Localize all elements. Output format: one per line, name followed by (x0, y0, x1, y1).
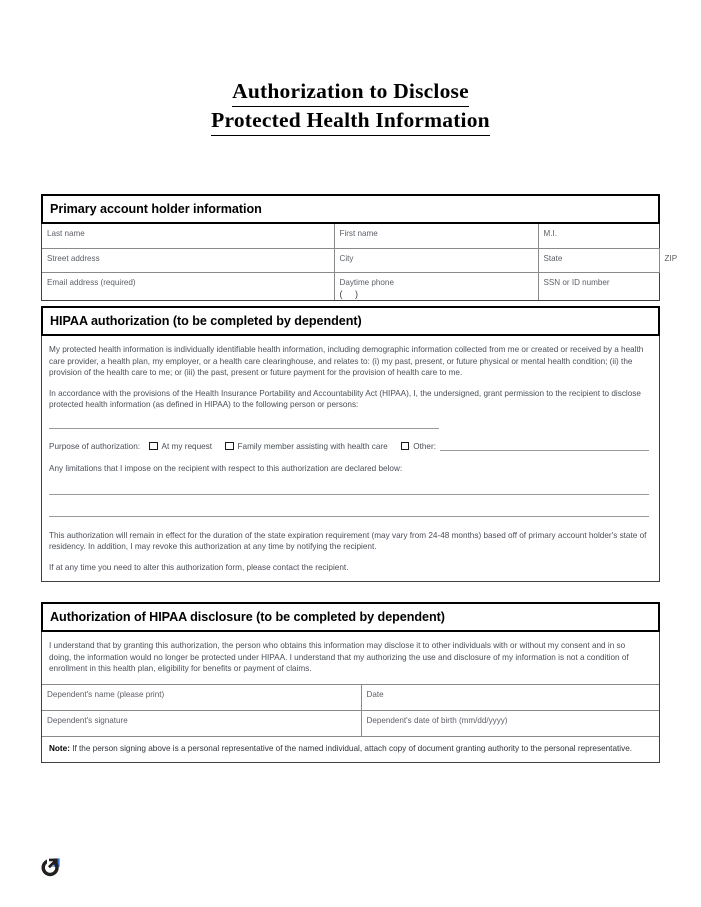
field-daytime-phone[interactable]: Daytime phone ( ) (334, 272, 538, 300)
section-hipaa-body (41, 336, 660, 582)
field-dependent-signature[interactable]: Dependent's signature (42, 710, 361, 736)
checkbox-other[interactable] (401, 442, 410, 451)
hipaa-paragraph-3: This authorization will remain in effect for the duration of the state expiration requirement (may vary from 24-48 months) based off of primary account holder's state of residency. In addition, I may revoke this authorization at any time by notifying the recipient. (49, 530, 647, 552)
field-city[interactable]: City (334, 248, 538, 272)
hipaa-paragraph-2: In accordance with the provisions of the Health Insurance Portability and Accountability Act (HIPAA), I, the undersigned, grant permission to the recipient to disclose protected health information (as defined in HIPAA) to the following person or persons: (49, 388, 641, 410)
note-label: Note: (49, 744, 70, 754)
checkbox-at-my-request[interactable] (149, 442, 158, 451)
field-state[interactable]: State (538, 248, 659, 272)
limitations-label: Any limitations that I impose on the recipient with respect to this authorization are declared below: (49, 463, 403, 473)
checkbox-label-other: Other: (413, 441, 436, 451)
purpose-label: Purpose of authorization: (49, 441, 141, 451)
disclosure-paragraph-1: I understand that by granting this authorization, the person who obtains this information may disclose it to other individuals with or without my consent and in so doing, the information would no longer be protected under HIPAA. I understand that my authorizing the use and disclosure of my information is not a condition of enrollment in this health plan, eligibility for benefits or payment of claims. (49, 641, 629, 674)
note-text: If the person signing above is a personal representative of the named individual, attach copy of document granting authority to the personal representative. (69, 744, 633, 754)
section-disclosure-header: Authorization of HIPAA disclosure (to be completed by dependent) (41, 602, 660, 632)
table-row (42, 684, 659, 710)
purpose-of-authorization-row (42, 442, 659, 451)
hipaa-paragraph-1: My protected health information is individually identifiable health information, including demographic information collected from me or created or received by a health care provider, a health plan, my employer, or a health care clearinghouse, and relates to: (i) my past, present, or future physical or mental health condition; (ii) the provision of the health care to me; or (iii) the past, present or future payment for the provision of health care to me. (49, 345, 644, 378)
checkbox-label-family-member: Family member assisting with health care (237, 441, 388, 451)
checkbox-label-at-my-request: At my request (161, 441, 213, 451)
field-middle-initial[interactable]: M.I. (538, 224, 659, 248)
phone-parentheses: ( ) (339, 288, 363, 299)
section-hipaa-authorization (41, 306, 660, 582)
external-link-circle-logo (38, 856, 62, 880)
representative-note (42, 736, 659, 762)
field-first-name[interactable]: First name (334, 224, 538, 248)
table-row: Street address City State ZIP (42, 248, 659, 272)
table-row (42, 272, 659, 300)
table-row (42, 224, 659, 248)
page-title (0, 78, 701, 136)
dependent-signature-table (42, 684, 659, 737)
page-title-line-2: Protected Health Information (211, 107, 490, 136)
section-primary-body (41, 224, 678, 301)
page-title-line-1: Authorization to Disclose (232, 78, 469, 107)
section-primary-account-holder (41, 194, 678, 301)
checkbox-family-member[interactable] (225, 442, 234, 451)
section-hipaa-disclosure (41, 602, 660, 763)
section-hipaa-header: HIPAA authorization (to be completed by dependent) (41, 306, 660, 336)
field-ssn-or-id[interactable]: SSN or ID number (538, 272, 659, 300)
field-dependent-name[interactable]: Dependent's name (please print) (42, 684, 361, 710)
field-last-name[interactable]: Last name (42, 224, 334, 248)
other-purpose-input-line[interactable] (440, 442, 649, 451)
primary-account-holder-table (42, 224, 678, 300)
table-row (42, 710, 659, 736)
hipaa-paragraph-4: If at any time you need to alter this authorization form, please contact the recipient. (49, 562, 349, 572)
field-email-address[interactable]: Email address (required) (42, 272, 334, 300)
section-disclosure-body (41, 632, 660, 763)
field-date[interactable]: Date (361, 684, 659, 710)
field-street-address[interactable]: Street address (42, 248, 334, 272)
section-primary-header: Primary account holder information (41, 194, 660, 224)
field-dependent-dob[interactable]: Dependent's date of birth (mm/dd/yyyy) (361, 710, 659, 736)
